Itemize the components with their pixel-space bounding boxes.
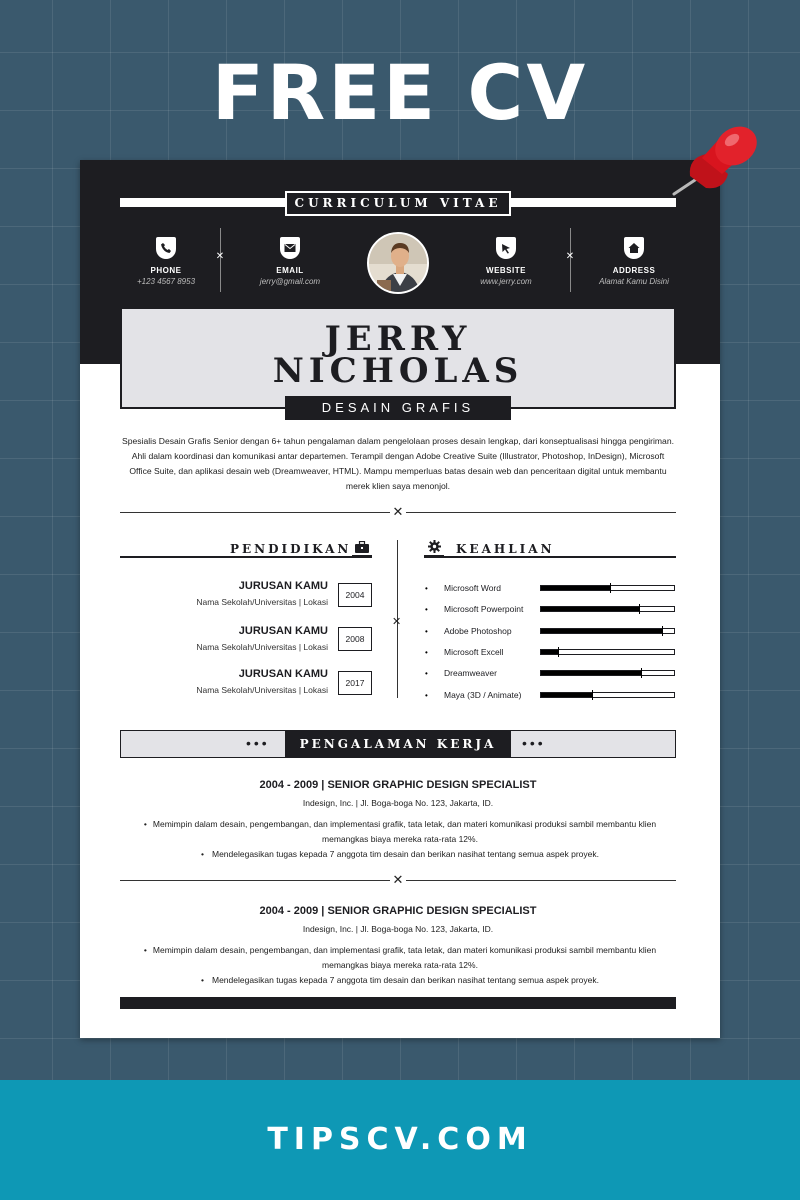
section-divider (120, 874, 676, 886)
skill-item (425, 624, 675, 638)
phone-icon (156, 237, 176, 259)
briefcase-icon (352, 538, 372, 558)
skill-bar-fill (541, 671, 641, 675)
skill-bar (540, 628, 675, 634)
job-title: 2004 - 2009 | SENIOR GRAPHIC DESIGN SPECIALIST (259, 905, 537, 917)
job-role: DESAIN GRAFIS (285, 396, 511, 420)
email-label: EMAIL (276, 266, 304, 275)
phone-value[interactable]: +123 4567 8953 (136, 277, 196, 286)
job-bullet: • Memimpin dalam desain, pengembangan, dan implementasi grafik, tata letak, dan materi komunikasi produksi sambil membantu klien memangkas biaya mereka rata-rata 12%. (143, 945, 657, 970)
website-icon (496, 237, 516, 259)
skill-name: Dreamweaver (444, 668, 497, 678)
skill-name: Microsoft Powerpoint (444, 604, 524, 614)
skill-name: Microsoft Excell (444, 647, 504, 657)
education-heading: PENDIDIKAN (230, 542, 352, 556)
bullet-icon: • (425, 648, 428, 657)
skill-bar-fill (541, 650, 558, 654)
skill-bar-marker (610, 583, 611, 593)
education-year: 2008 (338, 627, 372, 651)
email-value[interactable]: jerry@gmail.com (259, 277, 321, 286)
skill-bar-marker (662, 626, 663, 636)
avatar (367, 232, 429, 294)
job-bullet: • Mendelegasikan tugas kepada 7 anggota tim desain dan berikan nasihat tentang semua aspek proyek. (201, 849, 599, 859)
bullet-icon: • (425, 605, 428, 614)
close-icon: ✕ (392, 872, 404, 887)
person-name (80, 319, 716, 391)
push-pin-icon (660, 118, 770, 208)
skill-bar-fill (541, 586, 610, 590)
skill-bar-fill (541, 607, 639, 611)
close-icon: ✕ (392, 616, 402, 628)
first-name: JERRY (324, 319, 472, 359)
email-icon (280, 237, 300, 259)
job-bullet: • Memimpin dalam desain, pengembangan, dan implementasi grafik, tata letak, dan materi komunikasi produksi sambil membantu klien memangkas biaya mereka rata-rata 12%. (143, 819, 657, 844)
education-major: JURUSAN KAMU (238, 580, 328, 592)
bullet-icon: • (425, 669, 428, 678)
education-rule (120, 556, 372, 558)
skill-bar-marker (558, 647, 559, 657)
education-school: Nama Sekolah/Universitas | Lokasi (196, 642, 328, 652)
footer-website[interactable]: TIPSCV.COM (0, 1080, 800, 1200)
education-school: Nama Sekolah/Universitas | Lokasi (196, 597, 328, 607)
bullet-icon: • (425, 584, 428, 593)
skill-bar (540, 585, 675, 591)
experience-dots-right: ••• (522, 735, 546, 751)
bullet-icon: • (425, 691, 428, 700)
address-label: ADDRESS (612, 266, 656, 275)
skills-rule (424, 556, 676, 558)
bullet-icon: • (425, 627, 428, 636)
skill-bar (540, 606, 675, 612)
website-label: WEBSITE (486, 266, 526, 275)
job-title: 2004 - 2009 | SENIOR GRAPHIC DESIGN SPECIALIST (259, 779, 537, 791)
education-item (140, 580, 328, 607)
skill-bar-fill (541, 629, 662, 633)
job-company: Indesign, Inc. | Jl. Boga-boga No. 123, Jakarta, ID. (302, 924, 494, 934)
gear-icon (424, 538, 444, 558)
skill-name: Adobe Photoshop (444, 626, 512, 636)
job-bullet: • Mendelegasikan tugas kepada 7 anggota tim desain dan berikan nasihat tentang semua aspek proyek. (201, 975, 599, 985)
education-year: 2017 (338, 671, 372, 695)
education-year: 2004 (338, 583, 372, 607)
profile-summary: Spesialis Desain Grafis Senior dengan 6+ tahun pengalaman dalam pengelolaan proses desain lengkap, dari konseptualisasi hingga pengiriman. Ahli dalam koordinasi dan komunikasi antar departemen. Terampil dengan Adobe Creative Suite (Illustrator, Photoshop, InDesign), Microsoft Office Suite, dan aplikasi desain web (Dreamweaver, HTML). Mampu memperluas batas desain web dan penceritaan digital untuk membantu merek klien saya menonjol. (121, 436, 675, 491)
last-name: NICHOLAS (272, 351, 524, 391)
contact-phone (118, 237, 214, 286)
skill-item (425, 645, 675, 659)
section-divider (120, 506, 676, 518)
skill-bar (540, 670, 675, 676)
skill-bar (540, 692, 675, 698)
skill-item (425, 666, 675, 680)
education-item (140, 625, 328, 652)
phone-label: PHONE (150, 266, 182, 275)
home-icon (624, 237, 644, 259)
contact-address (586, 237, 682, 286)
hero-title: FREE CV (211, 48, 589, 137)
experience-heading: PENGALAMAN KERJA (285, 730, 511, 758)
skill-bar (540, 649, 675, 655)
job-company: Indesign, Inc. | Jl. Boga-boga No. 123, Jakarta, ID. (302, 798, 494, 808)
close-icon: ✕ (392, 504, 404, 519)
education-item (140, 668, 328, 695)
education-school: Nama Sekolah/Universitas | Lokasi (196, 685, 328, 695)
close-icon: ✕ (215, 251, 225, 262)
cv-document (80, 160, 720, 1038)
skills-heading: KEAHLIAN (456, 542, 555, 556)
experience-dots-left: ••• (246, 735, 270, 751)
skill-name: Microsoft Word (444, 583, 501, 593)
skill-bar-marker (639, 604, 640, 614)
skill-bar-marker (592, 690, 593, 700)
cv-title: CURRICULUM VITAE (285, 191, 511, 216)
education-major: JURUSAN KAMU (238, 668, 328, 680)
footer-bar (120, 997, 676, 1009)
skill-item (425, 581, 675, 595)
contact-website (458, 237, 554, 286)
skill-bar-fill (541, 693, 592, 697)
address-value: Alamat Kamu Disini (599, 277, 669, 286)
contact-email (242, 237, 338, 286)
website-value[interactable]: www.jerry.com (480, 277, 532, 286)
skill-bar-marker (641, 668, 642, 678)
skill-name: Maya (3D / Animate) (444, 690, 522, 700)
close-icon: ✕ (565, 251, 575, 262)
skill-item (425, 688, 675, 702)
skill-item (425, 602, 675, 616)
education-major: JURUSAN KAMU (238, 625, 328, 637)
